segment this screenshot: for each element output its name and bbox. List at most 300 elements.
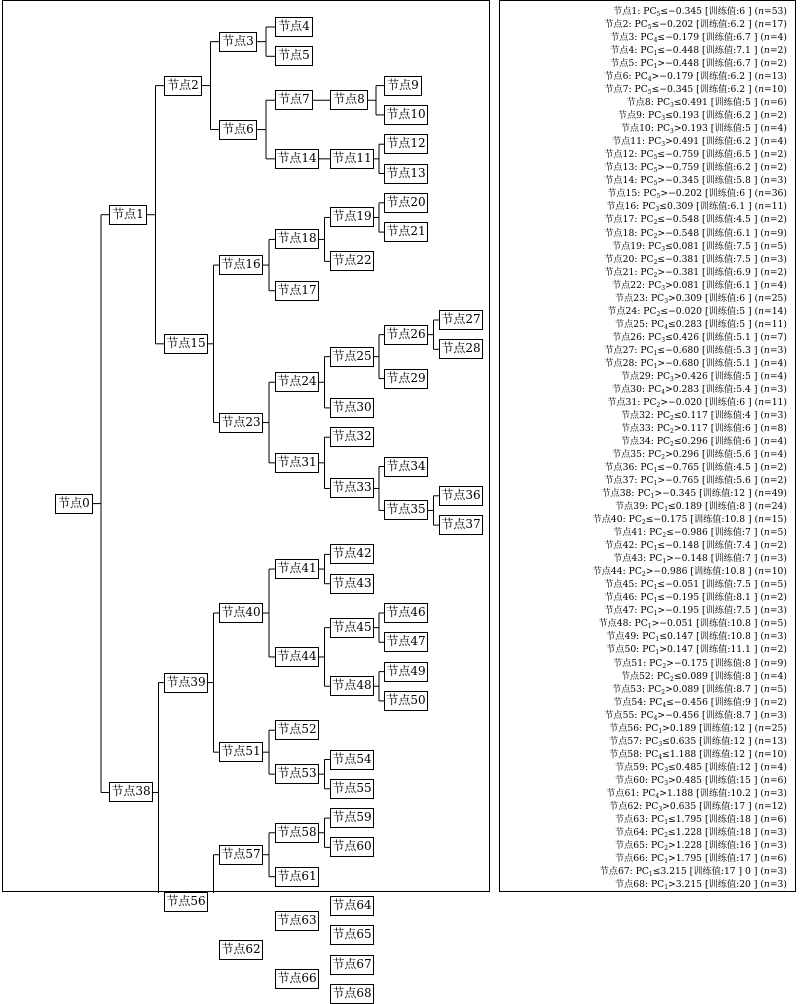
legend-sample-count: 6 — [777, 774, 784, 786]
legend-node: 节点3 — [610, 32, 635, 44]
tree-node-15: 节点15 — [164, 334, 208, 354]
legend-sample-count: 4 — [777, 136, 784, 148]
legend-pc-index: 1 — [655, 649, 660, 657]
legend-train-value: 训练值:7.5 — [705, 240, 751, 252]
tree-node-7: 节点7 — [275, 90, 313, 110]
tree-node-43: 节点43 — [330, 574, 374, 594]
tree-node-42: 节点42 — [330, 544, 374, 564]
legend-sample-count: 11 — [771, 318, 784, 330]
legend-train-value: 训练值:8 — [714, 657, 751, 669]
tree-node-25: 节点25 — [330, 347, 374, 367]
legend-row: 节点59: $PC_3\le 0.485$ [训练值:12 ] (n=4) — [614, 761, 787, 774]
tree-node-23: 节点23 — [219, 413, 263, 433]
legend-row: 节点3: $PC_4\le-0.179$ [训练值:6.7 ] (n=4) — [610, 32, 787, 45]
tree-node-30: 节点30 — [330, 398, 374, 418]
legend-sample-count: 2 — [777, 475, 784, 487]
legend-pc-index: 2 — [653, 232, 658, 240]
legend-sample-count: 10 — [771, 566, 784, 578]
legend-node: 节点51 — [613, 657, 644, 669]
legend-cond: PC — [642, 787, 656, 799]
legend-node: 节点10 — [620, 123, 651, 135]
legend-cond: PC — [640, 540, 654, 552]
legend-train-value: 训练值:5 — [708, 305, 746, 317]
legend-node: 节点5 — [610, 58, 635, 70]
legend-pc-index: 1 — [653, 63, 658, 71]
legend-node: 节点43 — [613, 553, 644, 565]
legend-train-value: 训练值:4.5 — [705, 214, 751, 226]
legend-cond: PC — [656, 409, 671, 421]
legend-threshold: >−0.456 — [657, 709, 700, 721]
legend-pc-index: 1 — [655, 636, 660, 644]
tree-node-4: 节点4 — [275, 17, 313, 37]
legend-threshold: >−0.680 — [657, 357, 700, 369]
legend-pc-index: 4 — [655, 792, 660, 800]
legend-sample-count: 6 — [777, 852, 784, 864]
legend-row: 节点38: $PC_1>-0.345$ [训练值:12 ] (n=49) — [601, 488, 787, 501]
legend-sample-count: 12 — [771, 800, 784, 812]
legend-row: 节点57: $PC_3\le 0.635$ [训练值:12 ] (n=13) — [609, 735, 787, 748]
legend-pc-index: 2 — [664, 831, 669, 839]
legend-row: 节点65: $PC_2>1.228$ [训练值:16 ] (n=3) — [614, 839, 787, 852]
legend-threshold: >−0.345 — [657, 175, 700, 187]
legend-train-value: 训练值:10.8 — [693, 514, 746, 526]
legend-node: 节点2 — [604, 19, 629, 31]
legend-pc-index: 2 — [653, 258, 658, 266]
legend-sample-count: 53 — [771, 6, 784, 17]
legend-row: 节点25: $PC_4\le 0.283$ [训练值:5 ] (n=11) — [614, 318, 787, 331]
legend-row: 节点13: $PC_5>-0.759$ [训练值:6.2 ] (n=2) — [604, 162, 787, 175]
legend-threshold: >0.081 — [665, 279, 700, 291]
legend-row: 节点43: $PC_1>-0.148$ [训练值:7 ] (n=3) — [613, 553, 787, 566]
legend-cond: PC — [640, 592, 654, 604]
tree-node-58: 节点58 — [275, 823, 319, 843]
legend-threshold: >0.485 — [668, 774, 703, 786]
legend-cond: PC — [640, 253, 654, 265]
legend-row: 节点53: $PC_2>0.089$ [训练值:8.7 ] (n=5) — [611, 683, 787, 696]
legend-threshold: ≤1.795 — [668, 813, 703, 825]
legend-pc-index: 1 — [658, 727, 663, 735]
legend-pc-index: 5 — [656, 11, 661, 18]
legend-sample-count: 4 — [777, 670, 784, 682]
legend-threshold: ≤−0.051 — [657, 579, 700, 591]
legend-threshold: >−0.986 — [645, 566, 688, 578]
legend-pc-index: 5 — [653, 154, 658, 162]
legend-node: 节点65 — [614, 839, 645, 851]
legend-row: 节点42: $PC_1\le-0.148$ [训练值:7.4 ] (n=2) — [604, 540, 787, 553]
legend-train-value: 训练值:8 — [714, 670, 751, 682]
legend-cond: PC — [650, 318, 665, 330]
tree-node-37: 节点37 — [439, 515, 483, 535]
legend-cond: PC — [634, 71, 648, 83]
legend-pc-index: 1 — [664, 506, 669, 514]
tree-node-0: 节点0 — [55, 494, 93, 514]
legend-sample-count: 4 — [777, 279, 784, 291]
tree-node-46: 节点46 — [384, 603, 428, 623]
legend-sample-count: 4 — [777, 449, 784, 461]
legend-pc-index: 2 — [662, 532, 667, 540]
tree-node-27: 节点27 — [439, 310, 483, 330]
legend-sample-count: 2 — [777, 149, 784, 161]
legend-node: 节点50 — [606, 644, 637, 656]
tree-node-29: 节点29 — [384, 369, 428, 389]
legend-pc-index: 1 — [647, 623, 652, 631]
legend-train-value: 训练值:7.5 — [705, 253, 751, 265]
legend-cond: PC — [645, 735, 659, 747]
legend-threshold: >−0.175 — [666, 657, 708, 669]
legend-node: 节点54 — [613, 696, 644, 708]
legend-row: 节点48: $PC_1>-0.051$ [训练值:10.8 ] (n=5) — [598, 618, 787, 631]
legend-threshold: >0.089 — [665, 683, 700, 695]
legend-row: 节点40: $PC_2\le-0.175$ [训练值:10.8 ] (n=15) — [592, 514, 787, 527]
legend-cond: PC — [648, 683, 662, 695]
legend-threshold: >0.426 — [673, 370, 708, 382]
legend-train-value: 训练值:5.8 — [705, 175, 751, 187]
legend-threshold: >0.491 — [665, 136, 700, 148]
tree-node-19: 节点19 — [330, 207, 374, 227]
legend-sample-count: 2 — [777, 540, 784, 552]
legend-cond: PC — [650, 501, 665, 513]
legend-sample-count: 3 — [777, 839, 784, 851]
legend-pc-index: 4 — [661, 388, 666, 396]
legend-train-value: 训练值:17 — [702, 800, 746, 812]
legend-pc-index: 3 — [661, 284, 666, 292]
legend-node: 节点59 — [614, 761, 645, 773]
legend-node: 节点14 — [604, 175, 635, 187]
legend-row: 节点1: $PC_5\le-0.345$ [训练值:6 ] (n=53) — [613, 6, 787, 18]
legend-row: 节点7: $PC_5\le-0.345$ [训练值:6.2 ] (n=10) — [604, 84, 787, 97]
legend-threshold: >1.188 — [659, 787, 694, 799]
legend-pc-index: 2 — [664, 844, 669, 852]
legend-node: 节点23 — [614, 292, 645, 304]
legend-cond: PC — [648, 110, 662, 122]
legend-cond: PC — [656, 97, 671, 109]
tree-node-18: 节点18 — [275, 229, 319, 249]
legend-train-value: 训练值:11.1 — [699, 644, 751, 656]
legend-train-value: 训练值:10.2 — [699, 787, 751, 799]
legend-train-value: 训练值:7.1 — [705, 45, 751, 57]
legend-sample-count: 6 — [777, 97, 784, 109]
legend-node: 节点16 — [606, 201, 637, 213]
legend-pc-index: 3 — [661, 115, 666, 123]
tree-node-14: 节点14 — [275, 149, 319, 169]
legend-cond: PC — [640, 149, 654, 161]
legend-sample-count: 10 — [771, 84, 784, 96]
legend-row: 节点62: $PC_3>0.635$ [训练值:17 ] (n=12) — [609, 800, 787, 813]
legend-sample-count: 3 — [777, 879, 784, 890]
legend-cond: PC — [648, 383, 662, 395]
legend-cond: PC — [656, 123, 671, 135]
legend-pc-index: 3 — [661, 141, 666, 149]
legend-row: 节点44: $PC_2>-0.986$ [训练值:10.8 ] (n=10) — [592, 566, 787, 579]
legend-pc-index: 1 — [653, 610, 658, 618]
legend-cond: PC — [640, 357, 654, 369]
node-legend-panel — [499, 0, 796, 892]
legend-pc-index: 3 — [664, 779, 669, 787]
legend-node: 节点56 — [609, 722, 640, 734]
legend-node: 节点12 — [604, 149, 635, 161]
tree-node-24: 节点24 — [275, 372, 319, 392]
legend-node: 节点22 — [611, 279, 643, 291]
legend-row: 节点47: $PC_1>-0.195$ [训练值:7.5 ] (n=3) — [604, 605, 787, 618]
tree-node-50: 节点50 — [384, 691, 428, 711]
legend-threshold: ≤−0.680 — [657, 344, 700, 356]
legend-row: 节点36: $PC_1\le-0.765$ [训练值:4.5 ] (n=2) — [604, 462, 787, 475]
legend-train-value: 训练值:6.5 — [705, 149, 751, 161]
legend-cond: PC — [656, 670, 671, 682]
tree-node-6: 节点6 — [219, 120, 257, 140]
legend-train-value: 训练值:12 — [702, 488, 746, 500]
legend-sample-count: 2 — [777, 58, 784, 70]
legend-row: 节点15: $PC_5>-0.202$ [训练值:6 ] (n=36) — [607, 188, 787, 201]
legend-train-value: 训练值:6.2 — [705, 110, 751, 122]
legend-node: 节点15 — [607, 188, 638, 200]
legend-train-value: 训练值:6 — [714, 422, 751, 434]
legend-threshold: ≤0.089 — [673, 670, 708, 682]
legend-row: 节点26: $PC_3\le 0.426$ [训练值:5.1 ] (n=7) — [611, 331, 787, 344]
legend-row: 节点52: $PC_2\le 0.089$ [训练值:8 ] (n=4) — [620, 670, 787, 683]
legend-train-value: 训练值:10.8 — [693, 566, 746, 578]
tree-node-66: 节点66 — [275, 969, 319, 989]
tree-node-26: 节点26 — [384, 325, 428, 345]
legend-threshold: >0.296 — [665, 449, 700, 461]
legend-train-value: 训练值:6 — [708, 6, 746, 17]
legend-cond: PC — [645, 748, 659, 760]
legend-row: 节点60: $PC_3>0.485$ [训练值:15 ] (n=6) — [614, 774, 787, 787]
legend-row: 节点46: $PC_1\le-0.195$ [训练值:8.1 ] (n=2) — [604, 592, 787, 605]
legend-row: 节点54: $PC_4\le-0.456$ [训练值:9 ] (n=2) — [613, 696, 787, 709]
tree-node-47: 节点47 — [384, 632, 428, 652]
tree-node-55: 节点55 — [330, 779, 374, 799]
legend-cond: PC — [637, 488, 651, 500]
legend-threshold: >−0.345 — [654, 488, 697, 500]
legend-row: 节点30: $PC_4>0.283$ [训练值:5.4 ] (n=3) — [611, 383, 787, 396]
legend-threshold: ≤−0.179 — [657, 32, 700, 44]
legend-cond: PC — [648, 240, 662, 252]
legend-cond: PC — [649, 553, 663, 565]
legend-cond: PC — [650, 761, 665, 773]
legend-train-value: 训练值:20 — [708, 879, 751, 890]
legend-row: 节点51: $PC_2>-0.175$ [训练值:8 ] (n=9) — [613, 657, 787, 670]
tree-node-61: 节点61 — [275, 867, 319, 887]
legend-threshold: ≤−0.345 — [660, 6, 703, 17]
legend-sample-count: 2 — [777, 592, 784, 604]
legend-sample-count: 14 — [771, 305, 784, 317]
legend-train-value: 训练值:17 — [708, 852, 751, 864]
legend-threshold: ≤0.296 — [673, 435, 708, 447]
legend-row: 节点5: $PC_1>-0.448$ [训练值:6.7 ] (n=2) — [610, 58, 787, 71]
legend-node: 节点4 — [610, 45, 635, 57]
legend-node: 节点33 — [620, 422, 651, 434]
legend-pc-index: 2 — [661, 688, 666, 696]
legend-sample-count: 10 — [771, 748, 784, 760]
legend-sample-count: 3 — [777, 409, 784, 421]
legend-train-value: 训练值:12 — [702, 722, 746, 734]
decision-tree-panel — [2, 0, 490, 1000]
tree-node-36: 节点36 — [439, 486, 483, 506]
legend-threshold: ≤−0.202 — [651, 19, 694, 31]
legend-sample-count: 11 — [771, 396, 784, 408]
tree-node-28: 节点28 — [439, 339, 483, 359]
legend-cond: PC — [649, 527, 663, 539]
tree-node-63: 节点63 — [275, 911, 319, 931]
legend-row: 节点17: $PC_2\le-0.548$ [训练值:4.5 ] (n=2) — [604, 214, 787, 227]
legend-row: 节点12: $PC_5\le-0.759$ [训练值:6.5 ] (n=2) — [604, 149, 787, 162]
legend-pc-index: 2 — [670, 427, 674, 435]
legend-cond: PC — [634, 84, 648, 96]
legend-node: 节点34 — [620, 435, 651, 447]
legend-train-value: 训练值:5 — [714, 370, 751, 382]
legend-pc-index: 2 — [641, 519, 646, 527]
tree-node-52: 节点52 — [275, 720, 319, 740]
legend-pc-index: 1 — [662, 558, 667, 566]
legend-threshold: ≤−0.345 — [651, 84, 694, 96]
tree-node-3: 节点3 — [219, 32, 257, 52]
legend-pc-index: 2 — [670, 675, 674, 683]
legend-sample-count: 2 — [777, 214, 784, 226]
legend-sample-count: 9 — [777, 227, 784, 239]
legend-node: 节点40 — [592, 514, 623, 526]
legend-sample-count: 11 — [771, 201, 784, 213]
legend-row: 节点11: $PC_3>0.491$ [训练值:6.2 ] (n=4) — [611, 136, 787, 149]
legend-train-value: 训练值:12 — [708, 761, 751, 773]
legend-row: 节点2: $PC_5\le-0.202$ [训练值:6.2 ] (n=17) — [604, 19, 787, 32]
legend-pc-index: 4 — [647, 76, 652, 84]
legend-row: 节点50: $PC_1>0.147$ [训练值:11.1 ] (n=2) — [606, 644, 787, 657]
legend-row: 节点10: $PC_3>0.193$ [训练值:5 ] (n=4) — [620, 123, 787, 136]
legend-cond: PC — [643, 6, 657, 17]
legend-threshold: ≤0.485 — [668, 761, 703, 773]
tree-node-33: 节点33 — [330, 478, 374, 498]
legend-threshold: ≤0.309 — [659, 201, 694, 213]
legend-node: 节点46 — [604, 592, 635, 604]
legend-node: 节点18 — [604, 227, 635, 239]
legend-threshold: ≤−0.456 — [666, 696, 708, 708]
legend-pc-index: 3 — [670, 102, 674, 110]
legend-threshold: ≤−0.986 — [666, 527, 708, 539]
legend-train-value: 训练值:6.2 — [705, 162, 751, 174]
legend-train-value: 训练值:5 — [708, 318, 746, 330]
legend-row: 节点18: $PC_2>-0.548$ [训练值:6.1 ] (n=9) — [604, 227, 787, 240]
legend-row: 节点16: $PC_3\le 0.309$ [训练值:6.1 ] (n=11) — [606, 201, 787, 214]
legend-cond: PC — [650, 879, 665, 890]
legend-sample-count: 25 — [771, 722, 784, 734]
legend-node: 节点9 — [617, 110, 643, 122]
legend-threshold: ≤−0.195 — [657, 592, 700, 604]
legend-pc-index: 1 — [653, 349, 658, 357]
legend-cond: PC — [640, 175, 654, 187]
legend-node: 节点25 — [614, 318, 645, 330]
legend-node: 节点35 — [611, 449, 643, 461]
legend-sample-count: 4 — [777, 370, 784, 382]
tree-node-64: 节点64 — [330, 896, 374, 916]
legend-cond: PC — [650, 774, 665, 786]
legend-cond: PC — [640, 45, 654, 57]
tree-node-22: 节点22 — [330, 251, 374, 271]
legend-sample-count: 2 — [777, 110, 784, 122]
legend-train-value: 训练值:8 — [708, 501, 746, 513]
legend-pc-index: 1 — [653, 584, 658, 592]
legend-threshold: ≤0.426 — [665, 331, 700, 343]
legend-sample-count: 2 — [777, 696, 784, 708]
legend-pc-index: 1 — [664, 818, 669, 826]
tree-node-16: 节点16 — [219, 255, 263, 275]
legend-pc-index: 3 — [658, 740, 663, 748]
tree-node-49: 节点49 — [384, 662, 428, 682]
legend-sample-count: 4 — [777, 123, 784, 135]
legend-node: 节点24 — [607, 305, 638, 317]
legend-pc-index: 3 — [664, 297, 669, 305]
legend-node: 节点60 — [614, 774, 645, 786]
legend-row: 节点19: $PC_3\le 0.081$ [训练值:7.5 ] (n=5) — [611, 240, 787, 253]
legend-cond: PC — [650, 292, 665, 304]
legend-cond: PC — [650, 852, 665, 864]
legend-threshold: >0.147 — [659, 644, 694, 656]
legend-train-value: 训练值:17 ] 0 — [693, 865, 751, 877]
legend-node: 节点41 — [613, 527, 644, 539]
legend-train-value: 训练值:5.6 — [705, 449, 751, 461]
legend-row: 节点21: $PC_2>-0.381$ [训练值:6.9 ] (n=2) — [604, 266, 787, 279]
legend-row: 节点24: $PC_2\le-0.020$ [训练值:5 ] (n=14) — [607, 305, 787, 318]
tree-node-40: 节点40 — [219, 603, 263, 623]
legend-pc-index: 4 — [658, 753, 663, 761]
legend-threshold: ≤0.635 — [662, 735, 697, 747]
legend-node: 节点20 — [604, 253, 635, 265]
legend-cond: PC — [648, 136, 662, 148]
legend-pc-index: 1 — [648, 870, 653, 878]
tree-node-1: 节点1 — [109, 205, 147, 225]
legend-cond: PC — [656, 435, 671, 447]
tree-node-20: 节点20 — [384, 193, 428, 213]
legend-threshold: ≤0.283 — [668, 318, 703, 330]
legend-pc-index: 3 — [661, 336, 666, 344]
legend-row: 节点68: $PC_1>3.215$ [训练值:20 ] (n=3) — [614, 879, 787, 891]
legend-cond: PC — [635, 865, 649, 877]
legend-cond: PC — [628, 514, 642, 526]
tree-node-54: 节点54 — [330, 750, 374, 770]
legend-node: 节点31 — [607, 396, 638, 408]
legend-threshold: ≤0.117 — [673, 409, 708, 421]
legend-row: 节点14: $PC_5>-0.345$ [训练值:5.8 ] (n=3) — [604, 175, 787, 188]
legend-train-value: 训练值:6 — [714, 435, 751, 447]
legend-pc-index: 2 — [656, 401, 661, 409]
legend-sample-count: 2 — [777, 462, 784, 474]
tree-node-45: 节点45 — [330, 618, 374, 638]
legend-sample-count: 8 — [777, 422, 784, 434]
legend-row: 节点27: $PC_1\le-0.680$ [训练值:5.3 ] (n=3) — [604, 344, 787, 357]
legend-row: 节点45: $PC_1\le-0.051$ [训练值:7.5 ] (n=5) — [604, 579, 787, 592]
legend-sample-count: 3 — [777, 605, 784, 617]
legend-threshold: >−0.448 — [657, 58, 700, 70]
legend-train-value: 训练值:6 — [708, 188, 746, 200]
tree-node-65: 节点65 — [330, 925, 374, 945]
legend-pc-index: 5 — [647, 24, 652, 32]
legend-train-value: 训练值:6 — [708, 396, 746, 408]
legend-threshold: ≤−0.448 — [657, 45, 700, 57]
legend-row: 节点28: $PC_1>-0.680$ [训练值:5.1 ] (n=4) — [604, 357, 787, 370]
tree-node-17: 节点17 — [275, 281, 319, 301]
legend-cond: PC — [650, 839, 665, 851]
legend-threshold: >−0.020 — [660, 396, 703, 408]
legend-train-value: 训练值:7.5 — [705, 579, 751, 591]
legend-cond: PC — [643, 188, 657, 200]
legend-row: 节点23: $PC_3>0.309$ [训练值:6 ] (n=25) — [614, 292, 787, 305]
legend-sample-count: 3 — [777, 383, 784, 395]
legend-row: 节点8: $PC_3\le 0.491$ [训练值:5 ] (n=6) — [626, 97, 787, 110]
legend-train-value: 训练值:12 — [702, 748, 746, 760]
tree-node-11: 节点11 — [330, 149, 374, 169]
legend-pc-index: 2 — [670, 414, 674, 422]
legend-pc-index: 1 — [653, 467, 658, 475]
